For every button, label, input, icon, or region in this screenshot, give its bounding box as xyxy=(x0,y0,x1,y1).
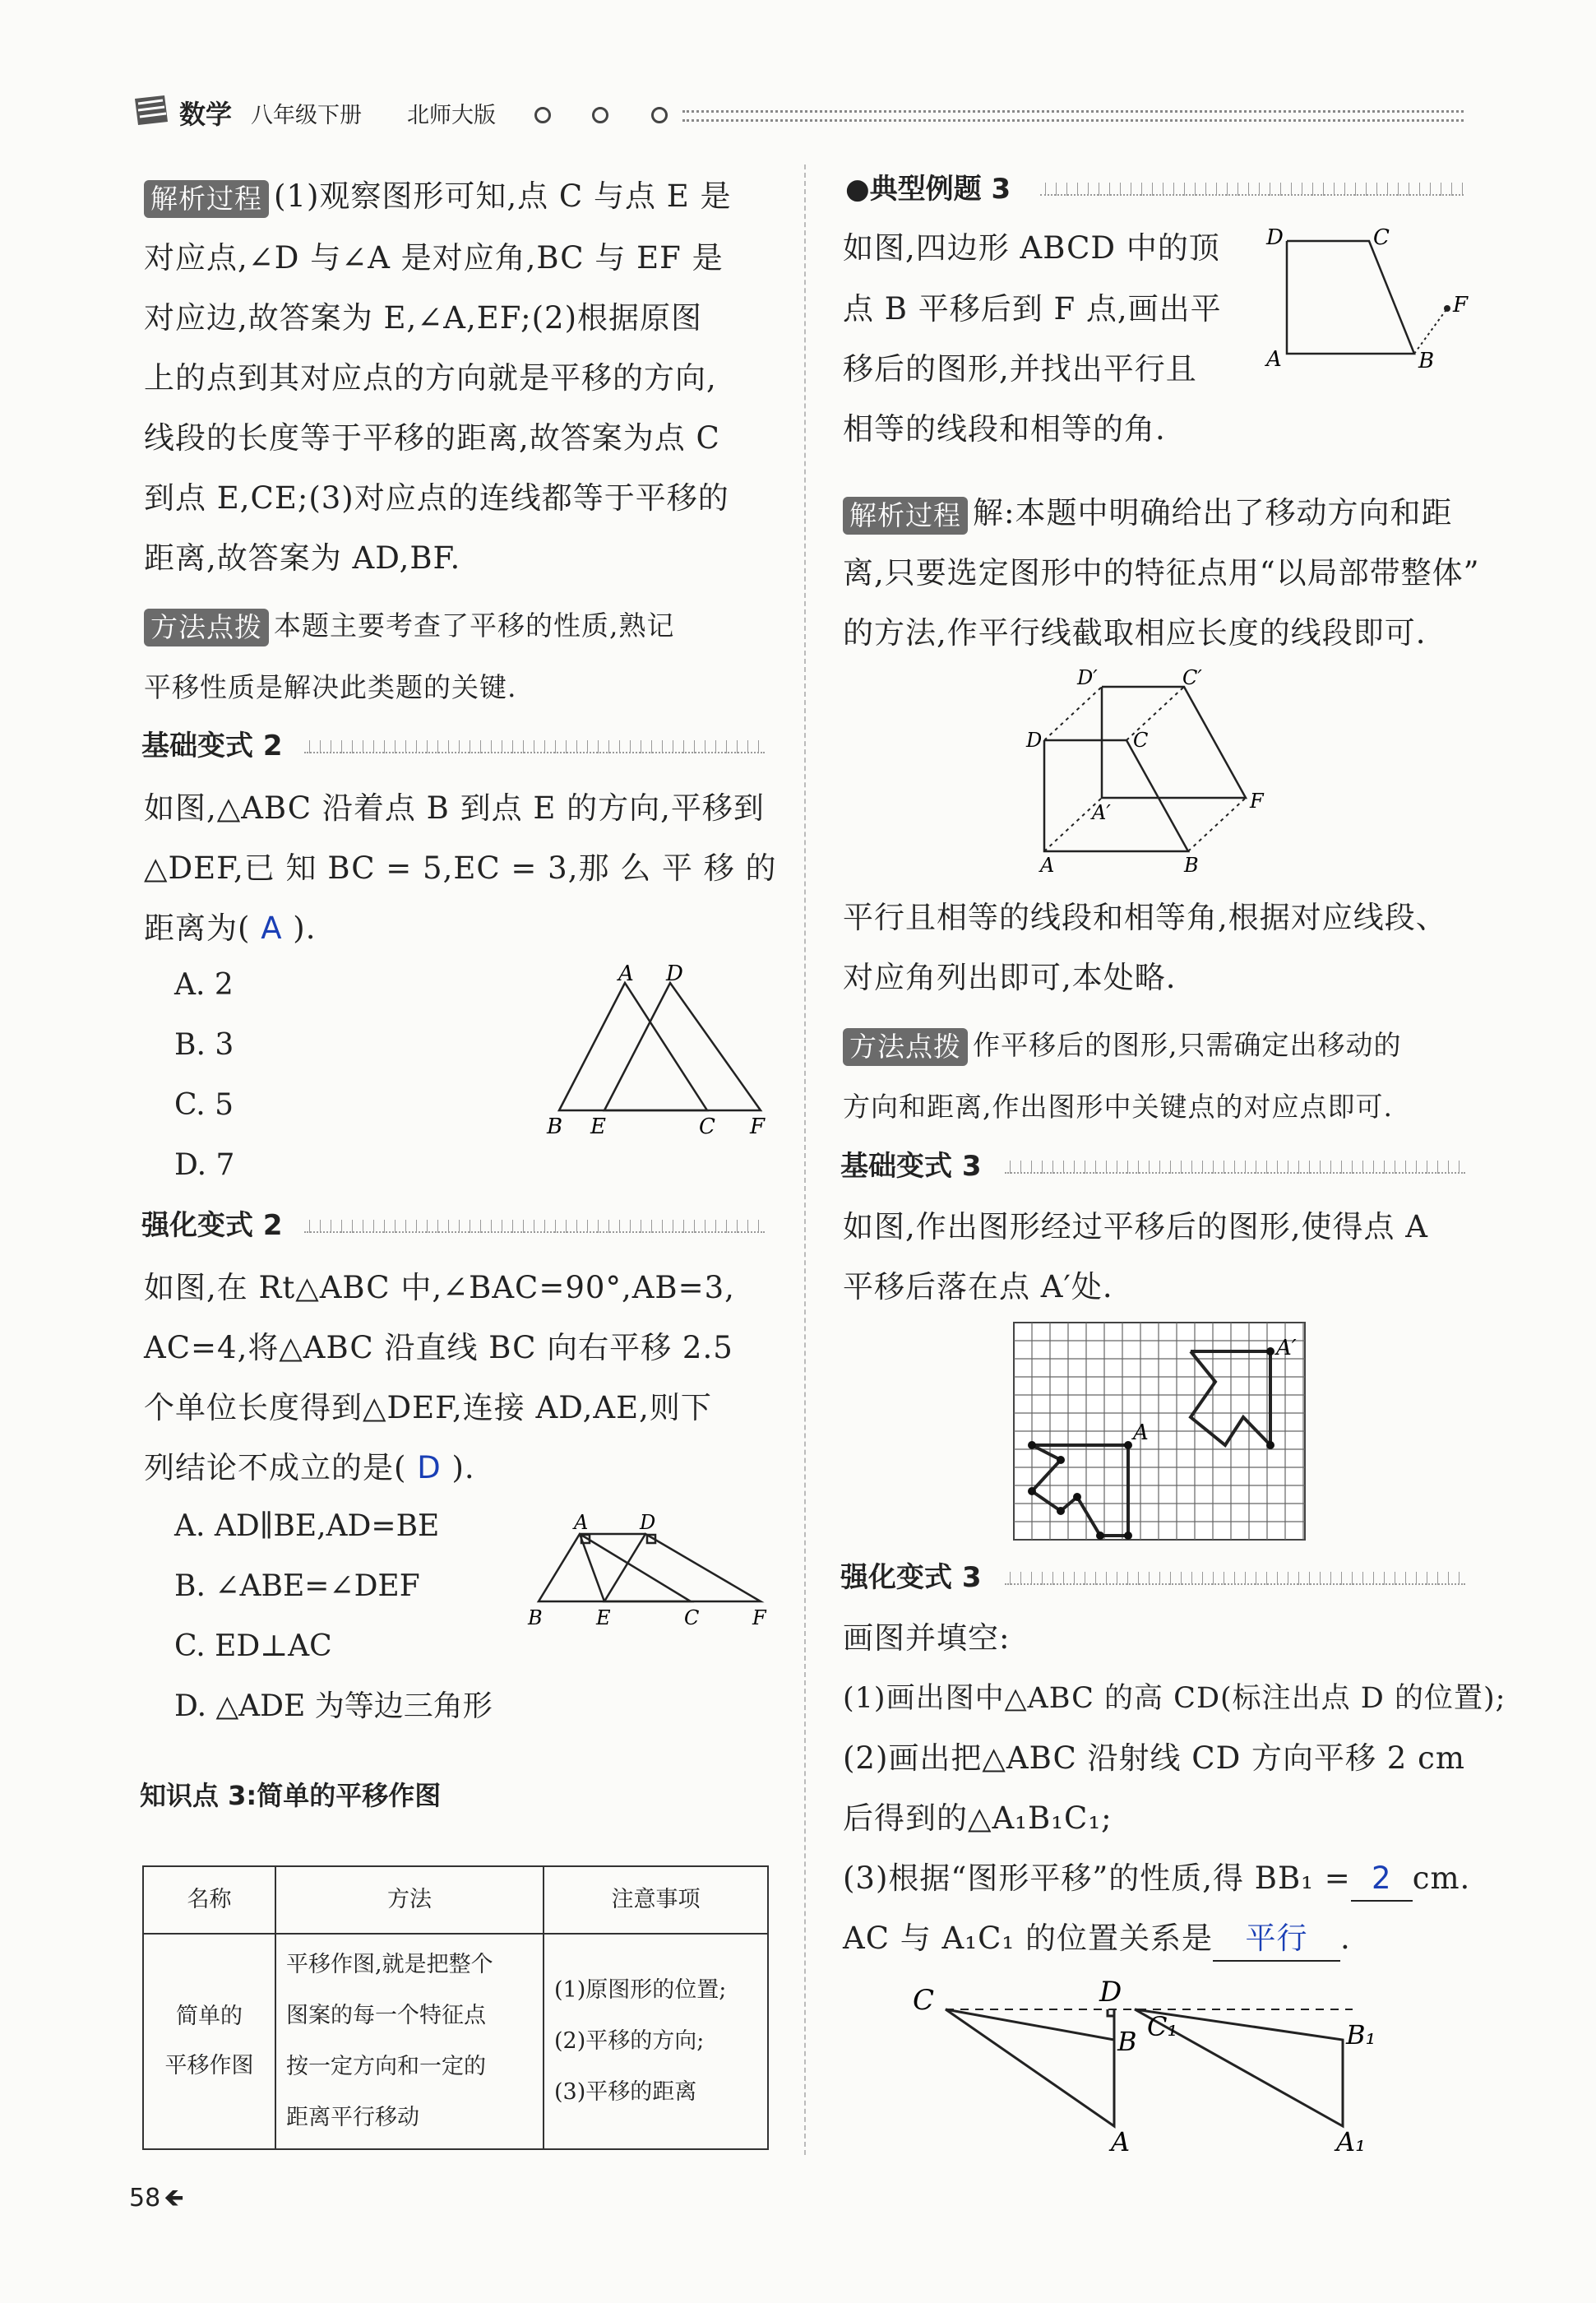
strong2-ask: 列结论不成立的是( D ). xyxy=(144,1450,475,1485)
basic2-option-b: B. 3 xyxy=(174,1028,234,1062)
basic2-ask: 距离为( A ). xyxy=(144,911,317,946)
label-f: F xyxy=(1250,790,1264,813)
label-f: F xyxy=(752,1606,766,1629)
basic3-grid-figure xyxy=(1011,1320,1316,1546)
triangle-def xyxy=(604,1534,761,1601)
header-method: 方法 xyxy=(275,1866,544,1934)
analysis-line-1: 解析过程 (1)观察图形可知,点 C 与点 E 是 xyxy=(144,175,732,218)
dotted-direction xyxy=(1414,308,1447,354)
translated-shape xyxy=(1102,687,1246,798)
section-divider xyxy=(304,740,765,753)
header-edition: 北师大版 xyxy=(407,103,496,128)
column-divider xyxy=(804,164,806,2155)
knowledge-table xyxy=(142,1865,769,2150)
analysis-line: 距离,故答案为 AD,BF. xyxy=(144,540,461,576)
basic2-option-a: A. 2 xyxy=(174,968,234,1002)
basic2-figure xyxy=(534,962,781,1139)
label-a-prime: A′ xyxy=(1276,1336,1297,1360)
example3-analysis-line: 对应角列出即可,本处略. xyxy=(843,960,1177,995)
triangle-abc xyxy=(539,1534,691,1601)
label-d: D xyxy=(1099,1976,1122,2009)
example3-analysis-line: 离,只要选定图形中的特征点用“以局部带整体” xyxy=(843,555,1480,591)
label-d: D xyxy=(666,962,683,986)
strong2-answer: D xyxy=(417,1450,442,1485)
label-d: D xyxy=(1026,729,1043,752)
label-a1: A₁ xyxy=(1336,2126,1366,2157)
right-method-line: 方向和距离,作出图形中关键点的对应点即可. xyxy=(843,1091,1393,1123)
section-divider xyxy=(1040,183,1464,196)
example3-line: 相等的线段和相等的角. xyxy=(843,411,1166,447)
knowledge-title: 知识点 3:简单的平移作图 xyxy=(140,1780,442,1811)
label-b: B xyxy=(1418,349,1435,373)
label-c: C xyxy=(1373,225,1390,250)
basic2-line: 如图,△ABC 沿着点 B 到点 E 的方向,平移到 xyxy=(144,790,765,826)
section-divider xyxy=(1005,1161,1465,1174)
quadrilateral-abcd xyxy=(1287,241,1414,354)
header-notes: 注意事项 xyxy=(544,1866,768,1934)
analysis-badge: 解析过程 xyxy=(843,497,968,535)
strong3-line: (2)画出把△ABC 沿射线 CD 方向平移 2 cm xyxy=(843,1740,1465,1776)
basic2-line: △DEF,已 知 BC = 5,EC = 3,那 么 平 移 的 xyxy=(144,850,777,886)
label-c: C xyxy=(699,1114,715,1139)
method-badge: 方法点拨 xyxy=(144,609,269,646)
strong2-title: 强化变式 2 xyxy=(141,1209,283,1242)
analysis-line: 对应点,∠D 与∠A 是对应角,BC 与 EF 是 xyxy=(144,240,724,276)
label-b: B xyxy=(528,1606,543,1629)
translation-figure xyxy=(1020,666,1266,884)
example3-analysis-line: 的方法,作平行线截取相应长度的线段即可. xyxy=(843,615,1427,651)
cell-notes: (1)原图形的位置; (2)平移的方向; (3)平移的距离 xyxy=(544,1934,768,2149)
strong2-option-c: C. ED⊥AC xyxy=(174,1629,332,1663)
original-shape xyxy=(1044,740,1188,851)
table-header-row xyxy=(143,1866,768,1934)
strong2-option-b: B. ∠ABE=∠DEF xyxy=(174,1569,420,1603)
label-a: A xyxy=(618,962,634,986)
analysis-line: 到点 E,CE;(3)对应点的连线都等于平移的 xyxy=(144,480,729,516)
basic2-option-c: C. 5 xyxy=(174,1088,234,1122)
label-a-prime: A′ xyxy=(1092,801,1111,824)
label-b: B xyxy=(1117,2026,1137,2057)
label-b: B xyxy=(1184,854,1199,877)
label-a: A xyxy=(1111,2126,1131,2157)
label-d-prime: D′ xyxy=(1077,666,1098,689)
dash-dd xyxy=(1044,687,1102,740)
label-c-prime: C′ xyxy=(1182,666,1202,689)
page-number: 58 🡸 xyxy=(129,2184,184,2213)
right-method-line-1: 方法点拨 作平移后的图形,只需确定出移动的 xyxy=(843,1024,1402,1067)
basic3-title: 基础变式 3 xyxy=(840,1150,982,1183)
basic2-answer: A xyxy=(261,911,283,946)
strong3-line: 画图并填空: xyxy=(843,1620,1011,1656)
bullet-icon: ● xyxy=(845,173,870,206)
header xyxy=(132,90,1464,140)
label-b: B xyxy=(547,1114,563,1139)
strong3-answer-1: 2 xyxy=(1371,1860,1392,1896)
basic2-title: 基础变式 2 xyxy=(141,730,283,762)
header-dot-icon xyxy=(592,107,608,123)
example3-line: 点 B 平移后到 F 点,画出平 xyxy=(843,291,1222,327)
label-a: A xyxy=(1040,854,1055,877)
example3-analysis-line: 平行且相等的线段和相等角,根据对应线段、 xyxy=(843,900,1447,935)
label-a: A xyxy=(1266,347,1282,372)
method-badge: 方法点拨 xyxy=(843,1028,968,1066)
label-e: E xyxy=(596,1606,611,1629)
triangle-abc xyxy=(946,2009,1114,2126)
strong3-line: 后得到的△A₁B₁C₁; xyxy=(843,1800,1113,1836)
label-e: E xyxy=(590,1114,606,1139)
label-c: C xyxy=(913,1984,935,2017)
header-name: 名称 xyxy=(143,1866,275,1934)
basic3-line: 平移后落在点 A′处. xyxy=(843,1269,1113,1304)
strong3-figure xyxy=(909,1976,1376,2157)
header-rule xyxy=(682,110,1464,122)
segment-ae xyxy=(580,1534,604,1601)
example3-line: 移后的图形,并找出平行且 xyxy=(843,351,1197,387)
header-dot-icon xyxy=(534,107,551,123)
strong2-line: 如图,在 Rt△ABC 中,∠BAC=90°,AB=3, xyxy=(144,1270,735,1305)
table-row xyxy=(143,1934,768,2149)
example3-analysis-line-1: 解析过程 解:本题中明确给出了移动方向和距 xyxy=(843,492,1452,535)
dash-bf xyxy=(1188,798,1246,851)
label-a: A xyxy=(1133,1420,1149,1445)
strong3-q3: (3)根据“图形平移”的性质,得 BB₁ = 2 cm. xyxy=(843,1857,1470,1902)
strong2-figure xyxy=(526,1509,777,1633)
arrow-left-icon: 🡸 xyxy=(164,2184,184,2213)
basic3-line: 如图,作出图形经过平移后的图形,使得点 A xyxy=(843,1209,1429,1244)
label-b1: B₁ xyxy=(1346,2019,1376,2050)
cell-name: 简单的 平移作图 xyxy=(143,1934,275,2149)
strong3-answer-2: 平行 xyxy=(1245,1921,1308,1956)
header-dot-icon xyxy=(651,107,668,123)
strong3-line: (1)画出图中△ABC 的高 CD(标注出点 D 的位置); xyxy=(843,1682,1506,1715)
example3-title: ●典型例题 3 xyxy=(845,173,1011,206)
label-d: D xyxy=(1266,225,1284,250)
analysis-line: 上的点到其对应点的方向就是平移的方向, xyxy=(144,360,717,396)
method-line: 平移性质是解决此类题的关键. xyxy=(144,671,517,703)
label-d: D xyxy=(640,1511,656,1534)
strong3-q4: AC 与 A₁C₁ 的位置关系是 平行 . xyxy=(843,1917,1351,1962)
label-f: F xyxy=(750,1114,766,1139)
analysis-line: 线段的长度等于平移的距离,故答案为点 C xyxy=(144,420,720,456)
cell-method: 平移作图,就是把整个 图案的每一个特征点 按一定方向和一定的 距离平行移动 xyxy=(275,1934,544,2149)
example3-line: 如图,四边形 ABCD 中的顶 xyxy=(843,230,1220,266)
strong3-title: 强化变式 3 xyxy=(840,1561,982,1594)
book-icon xyxy=(132,92,171,130)
basic2-option-d: D. 7 xyxy=(174,1148,235,1182)
strong2-line: 个单位长度得到△DEF,连接 AD,AE,则下 xyxy=(144,1390,712,1425)
triangle-def xyxy=(604,983,761,1110)
strong2-option-a: A. AD∥BE,AD=BE xyxy=(174,1509,440,1543)
analysis-badge: 解析过程 xyxy=(144,180,269,218)
label-c: C xyxy=(1133,729,1149,752)
header-book: 八年级下册 xyxy=(251,103,362,128)
label-c: C xyxy=(684,1606,700,1629)
header-subject: 数学 xyxy=(179,99,233,130)
strong2-line: AC=4,将△ABC 沿直线 BC 向右平移 2.5 xyxy=(144,1330,733,1365)
method-line-1: 方法点拨 本题主要考查了平移的性质,熟记 xyxy=(144,605,675,647)
analysis-line: 对应边,故答案为 E,∠A,EF;(2)根据原图 xyxy=(144,300,703,336)
label-a: A xyxy=(574,1511,589,1534)
strong2-option-d: D. △ADE 为等边三角形 xyxy=(174,1689,493,1723)
section-divider xyxy=(1005,1572,1465,1585)
label-f: F xyxy=(1453,293,1469,317)
example3-figure xyxy=(1262,226,1476,378)
label-c1: C₁ xyxy=(1147,2011,1178,2042)
section-divider xyxy=(304,1220,765,1233)
